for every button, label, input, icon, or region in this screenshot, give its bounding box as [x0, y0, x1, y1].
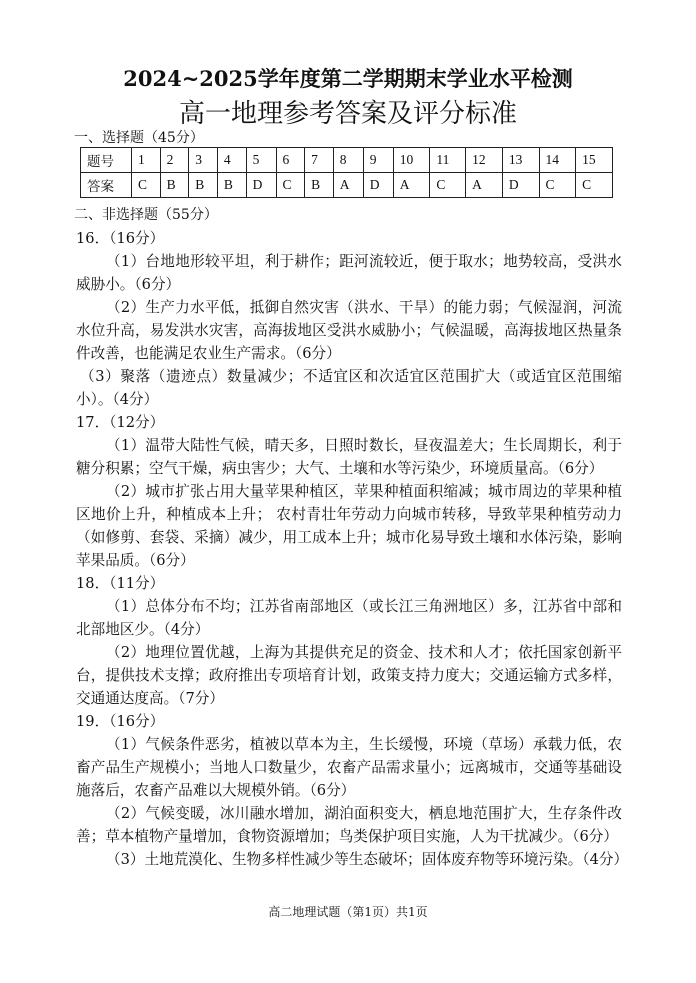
question-number-cell: 14 [539, 148, 576, 173]
answer-paragraph: （3）聚落（遗迹点）数量减少；不适宜区和次适宜区范围扩大（或适宜区范围缩小）。（4分） [76, 368, 622, 408]
answer-paragraph: （2）地理位置优越，上海为其提供充足的资金、技术和人才；依托国家创新平台，提供技术支撑；政府推出专项培育计划，政策支持力度大；交通运输方式多样，交通通达度高。（7分） [76, 644, 622, 707]
answer-cell: C [430, 173, 466, 198]
section-heading-choice: 一、选择题（45分） [74, 130, 204, 146]
page-footer: 高二地理试题（第1页）共1页 [268, 905, 428, 919]
question-number-cell: 9 [363, 148, 393, 173]
answer-cell: D [246, 173, 276, 198]
question-heading: 17．（12分） [76, 414, 165, 431]
answer-cell: C [576, 173, 613, 198]
answer-cell: A [393, 173, 430, 198]
question-number-cell: 11 [430, 148, 466, 173]
answer-cell: A [466, 173, 503, 198]
document-title: 2024~2025学年度第二学期期末学业水平检测 [123, 66, 573, 91]
answers-body [76, 227, 629, 871]
question-number-cell: 2 [160, 148, 189, 173]
answer-cell: B [217, 173, 246, 198]
answer-paragraph: （1）总体分布不均；江苏省南部地区（或长江三角洲地区）多，江苏省中部和北部地区少。（4分） [76, 598, 622, 638]
answer-paragraph: （2）城市扩张占用大量苹果种植区，苹果种植面积缩减；城市周边的苹果种植区地价上升，种植成本上升； 农村青壮年劳动力向城市转移，导致苹果种植劳动力（如修剪、套袋、采摘）减少，用工成本上升；城市化易导致土壤和水体污染，影响苹果品质。（6分） [76, 483, 622, 569]
table-header-cell: 答案 [81, 173, 132, 198]
question-heading: 18．（11分） [76, 575, 165, 592]
answer-paragraph: （2）生产力水平低，抵御自然灾害（洪水、干旱）的能力弱；气候湿润，河流水位升高，易发洪水灾害，高海拔地区受洪水威胁小；气候温暖，高海拔地区热量条件改善，也能满足农业生产需求。（6分） [76, 299, 622, 362]
table-row-numbers [81, 148, 613, 173]
answer-cell: C [539, 173, 576, 198]
question-number-cell: 12 [466, 148, 503, 173]
question-number-cell: 6 [276, 148, 305, 173]
answer-cell: B [189, 173, 218, 198]
question-heading: 16．（16分） [76, 230, 165, 247]
question-number-cell: 5 [246, 148, 276, 173]
table-row-answers [81, 173, 613, 198]
answer-cell: A [333, 173, 363, 198]
answer-paragraph: （1）台地地形较平坦，利于耕作；距河流较近，便于取水；地势较高，受洪水威胁小。（6分） [76, 253, 622, 293]
answer-paragraph: （2）气候变暖，冰川融水增加，湖泊面积变大，栖息地范围扩大，生存条件改善；草本植物产量增加，食物资源增加；鸟类保护项目实施，人为干扰减少。（6分） [76, 805, 622, 845]
table-header-cell: 题号 [81, 148, 132, 173]
question-number-cell: 13 [502, 148, 539, 173]
answer-cell: B [305, 173, 334, 198]
answer-paragraph: （1）温带大陆性气候，晴天多，日照时数长，昼夜温差大；生长周期长，利于糖分积累；空气干燥，病虫害少；大气、土壤和水等污染少，环境质量高。（6分） [76, 437, 622, 477]
question-heading: 19．（16分） [76, 713, 165, 730]
answer-table [80, 147, 613, 198]
question-number-cell: 15 [576, 148, 613, 173]
answer-paragraph: （3）土地荒漠化、生物多样性减少等生态破坏；固体废弃物等环境污染。（4分） [106, 851, 629, 868]
document-subtitle: 高一地理参考答案及评分标准 [178, 99, 517, 129]
answer-cell: B [160, 173, 189, 198]
answer-cell: D [502, 173, 539, 198]
question-number-cell: 3 [189, 148, 218, 173]
section-heading-nonchoice: 二、非选择题（55分） [74, 207, 218, 223]
answer-paragraph: （1）气候条件恶劣，植被以草本为主，生长缓慢，环境（草场）承载力低，农畜产品生产规模小；当地人口数量少，农畜产品需求量小；远离城市，交通等基础设施落后，农畜产品难以大规模外销。（6分） [76, 736, 622, 799]
answer-cell: D [363, 173, 393, 198]
question-number-cell: 7 [305, 148, 334, 173]
question-number-cell: 1 [132, 148, 161, 173]
question-number-cell: 10 [393, 148, 430, 173]
answer-cell: C [276, 173, 305, 198]
answer-cell: C [132, 173, 161, 198]
question-number-cell: 8 [333, 148, 363, 173]
question-number-cell: 4 [217, 148, 246, 173]
